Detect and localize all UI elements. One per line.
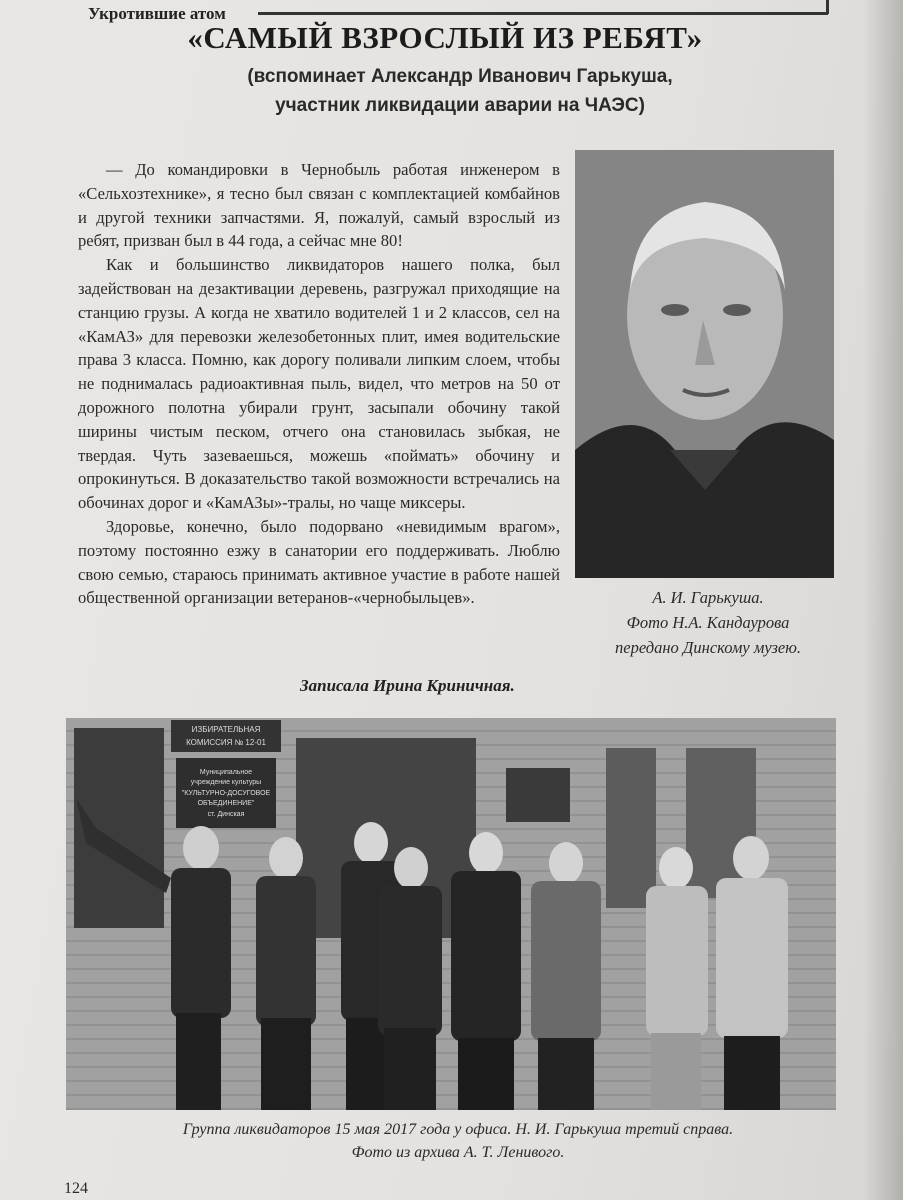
article-body <box>78 158 560 610</box>
group-caption-line-1: Группа ликвидаторов 15 мая 2017 года у офиса. Н. И. Гарькуша третий справа. <box>182 1121 734 1138</box>
sign-line-culture-1: Муниципальное <box>199 769 253 776</box>
article-subtitle <box>190 62 730 120</box>
paragraph-2: Как и большинство ликвидаторов нашего полка, был задействован на дезактивации деревень, разгружал приходящие на станцию грузы. А когда не хватило водителей 1 и 2 классов, сел на «КамАЗ» для перевозки железобетонных плит, имея водительские права 3 класса. Помню, как дорогу поливали липким слоем, чтобы не поднималась радиоактивная пыль, видел, что метров на 50 от дорожного полотна убирали грунт, засыпали обочину такой ширины чистым песком, отчего она становилась зыбкая, не твердая. Чуть зазеваешься, можешь «поймать» обочину и опрокинуться. В доказательство такой возможности встречались на обочинах дорог и «КамАЗы»-тралы, но чаще миксеры. <box>78 255 560 513</box>
author-signature: Записала Ирина Криничная. <box>300 676 515 695</box>
sign-line-culture-2: учреждение культуры <box>190 779 262 786</box>
page-gutter-shadow <box>863 0 903 1200</box>
subtitle-line-2: участник ликвидации аварии на ЧАЭС) <box>275 95 645 116</box>
sign-line-election-2: КОМИССИЯ № 12-01 <box>186 738 266 747</box>
portrait-caption-line-2: Фото Н.А. Кандаурова <box>626 613 790 632</box>
sign-line-culture-3: "КУЛЬТУРНО-ДОСУГОВОЕ <box>181 790 271 797</box>
portrait-photo <box>575 150 834 578</box>
running-head-rule <box>258 12 828 15</box>
page-number: 124 <box>64 1180 88 1197</box>
group-photo <box>66 718 836 1110</box>
sign-line-culture-4: ОБЪЕДИНЕНИЕ" <box>197 800 255 807</box>
running-head-rule-end <box>826 0 829 14</box>
group-photo-caption <box>118 1118 798 1164</box>
paragraph-3: Здоровье, конечно, было подорвано «невидимым врагом», поэтому постоянно езжу в санатории его поддерживать. Люблю свою семью, стараюсь принимать активное участие в работе нашей общественной организации ветеранов-«чернобыльцев». <box>78 516 560 608</box>
group-caption-line-2: Фото из архива А. Т. Ленивого. <box>351 1144 565 1161</box>
portrait-caption <box>582 585 834 660</box>
sign-line-culture-5: ст. Динская <box>207 811 245 818</box>
portrait-caption-line-3: передано Динскому музею. <box>615 638 801 657</box>
subtitle-line-1: (вспоминает Александр Иванович Гарькуша, <box>247 66 673 87</box>
running-head: Укротившие атом <box>88 4 226 23</box>
sign-line-election-1: ИЗБИРАТЕЛЬНАЯ <box>191 725 261 734</box>
paragraph-1: — До командировки в Чернобыль работая инженером в «Сельхозтехнике», я тесно был связан с комплектацией комбайнов и другой техники запчастями. Я, пожалуй, самый взрослый из ребят, призван был в 44 года, а сейчас мне 80! <box>78 160 560 251</box>
portrait-caption-line-1: А. И. Гарькуша. <box>652 588 764 607</box>
article-title: «САМЫЙ ВЗРОСЛЫЙ ИЗ РЕБЯТ» <box>187 20 703 55</box>
